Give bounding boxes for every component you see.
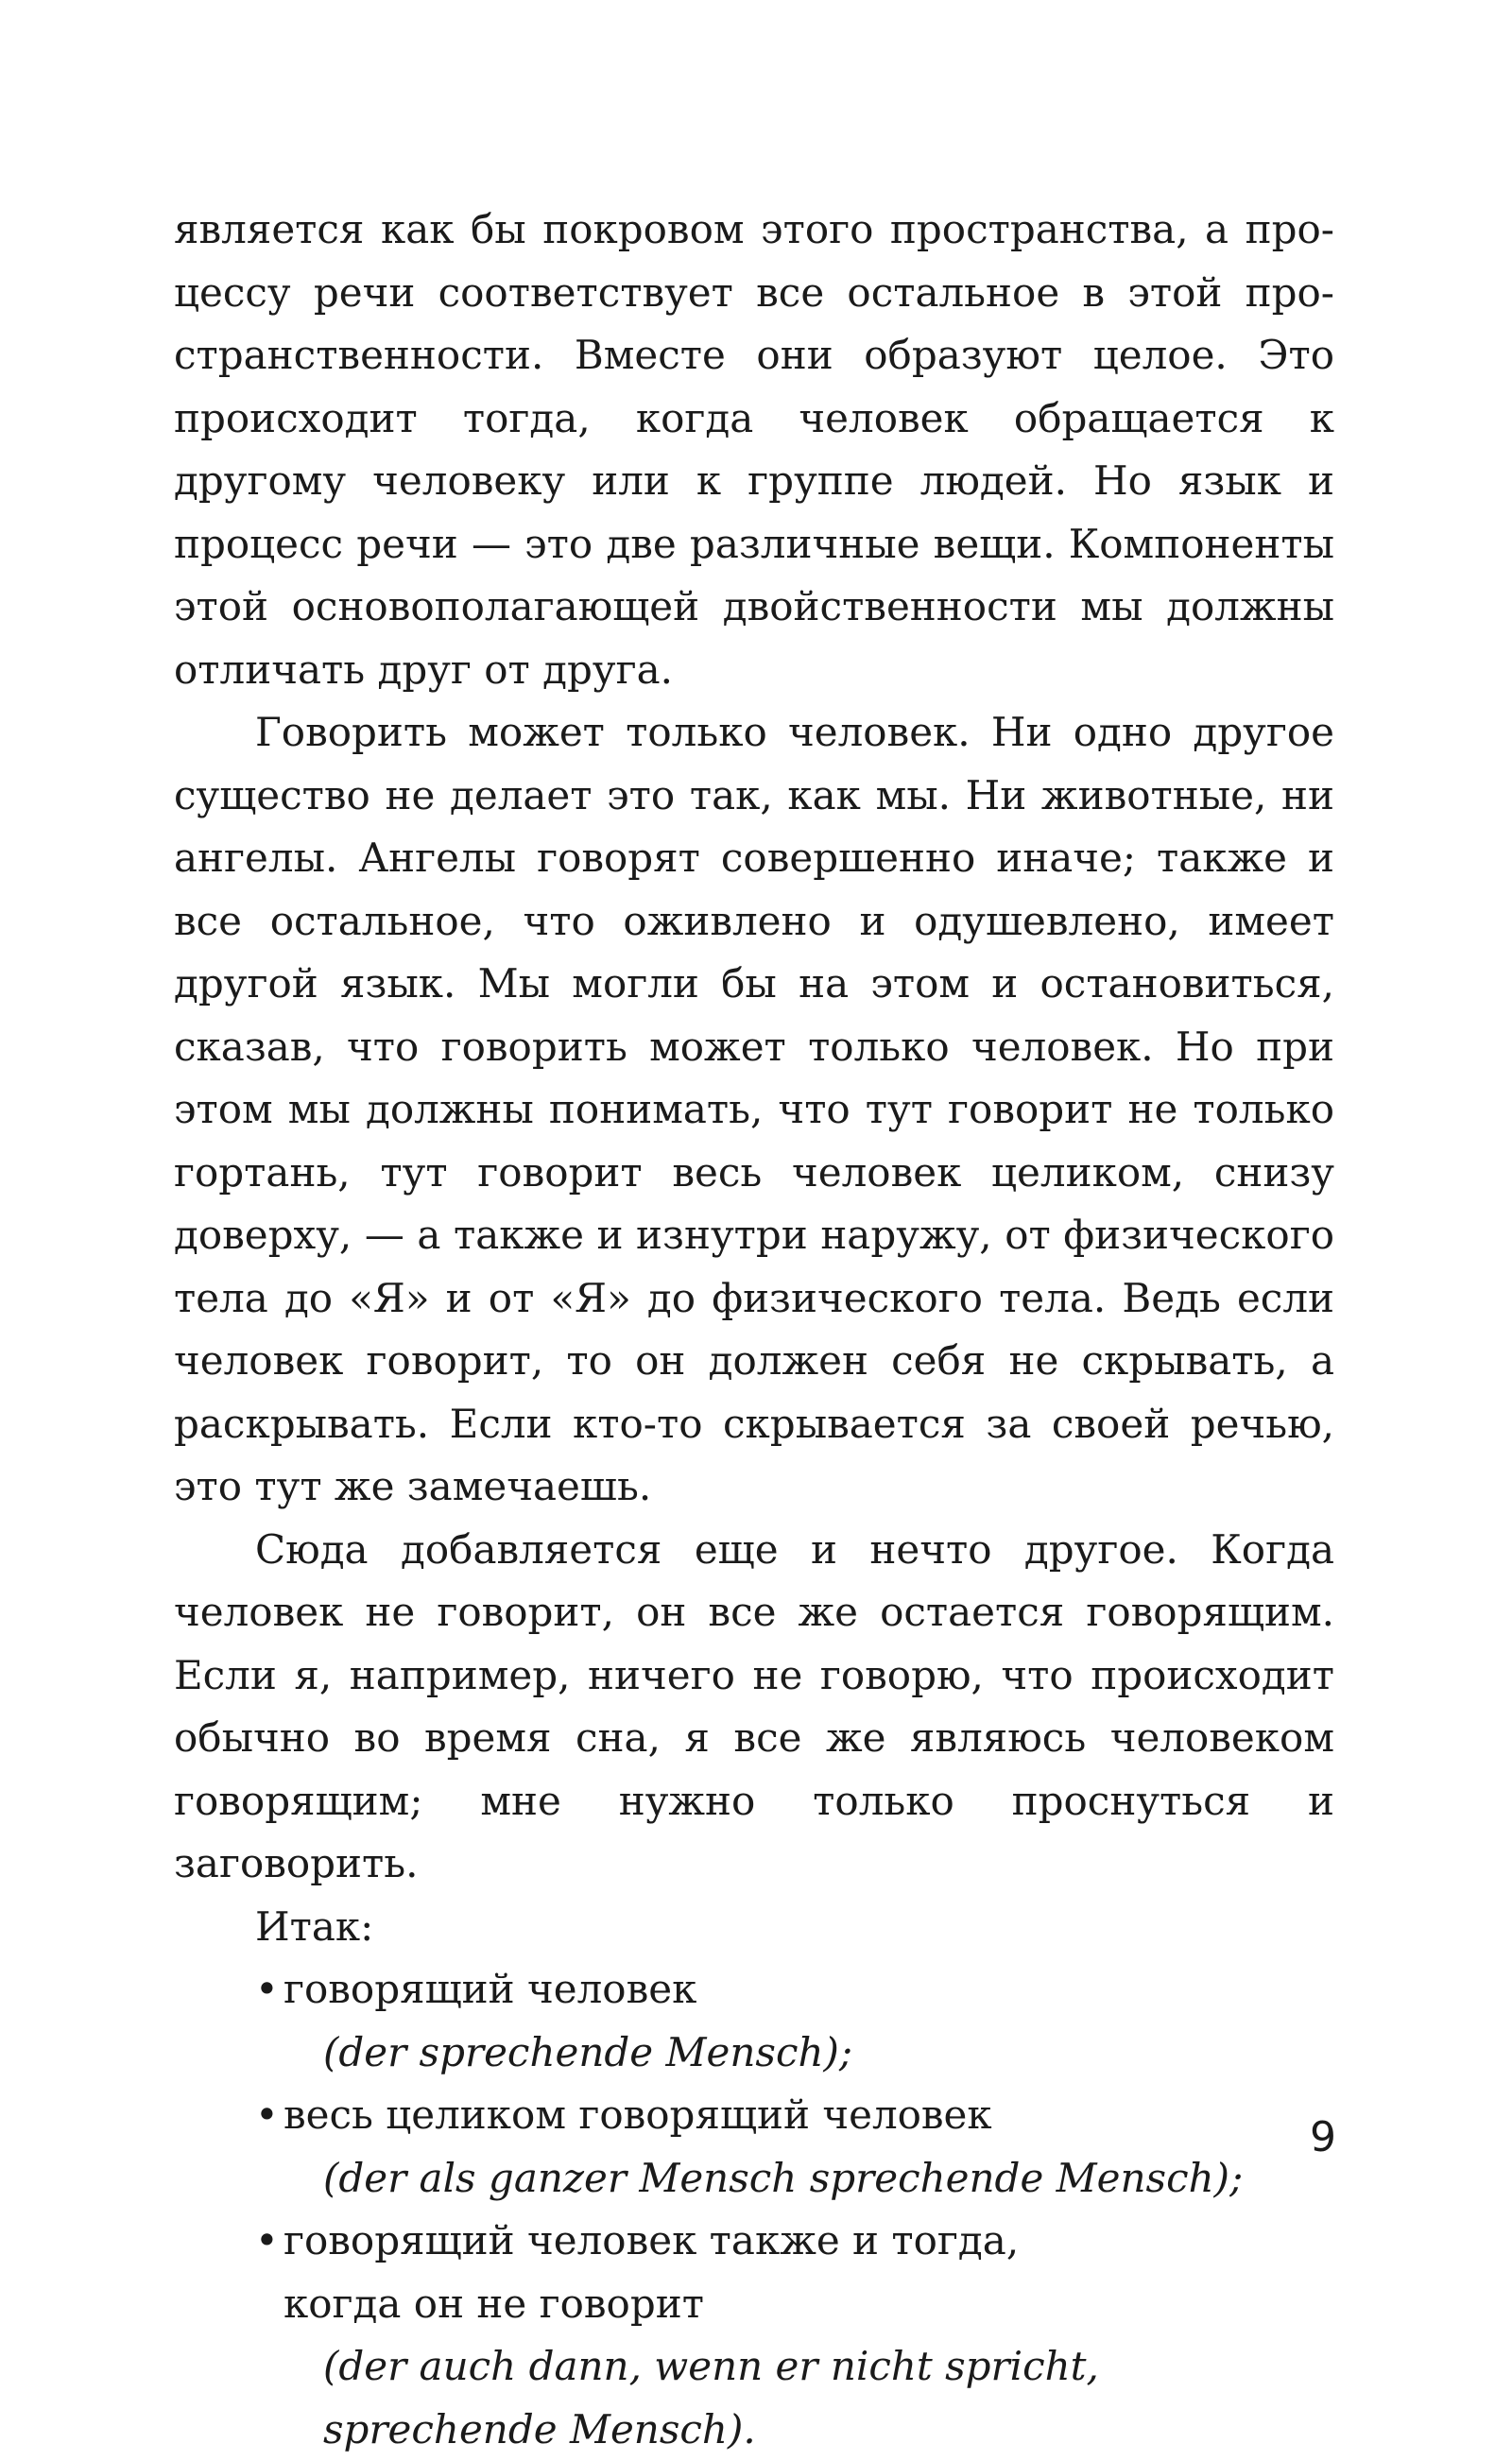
list-item	[255, 2084, 1334, 2210]
list-item	[255, 2210, 1334, 2461]
paragraph-1: является как бы покровом этого пространства, а процессу речи соответствует все остальное в этой пространственности. Вместе они образуют целое. Это происходит тогда, когда человек обращается к другому человеку или к группе людей. Но язык и процесс речи — это две различные вещи. Компоненты этой основополагающей двойственности мы должны отличать друг от друга.	[174, 198, 1334, 701]
list-intro: Итак:	[174, 1896, 1334, 1959]
list-item-text: говорящий человек также и тогда,	[284, 2217, 1019, 2263]
list-item-german-continued: sprechende Mensch).	[255, 2399, 1334, 2461]
list-item-german: (der sprechende Mensch);	[255, 2022, 1334, 2085]
list-item-german: (der auch dann, wenn er nicht spricht,	[255, 2335, 1334, 2399]
paragraph-2: Говорить может только человек. Ни одно другое существо не делает это так, как мы. Ни животные, ни ангелы. Ангелы говорят совершенно иначе; также и все остальное, что оживлено и одушевлено, имеет другой язык. Мы могли бы на этом и остановиться, сказав, что говорить может только человек. Но при этом мы должны понимать, что тут говорит не только гортань, тут говорит весь человек целиком, снизу доверху, — а также и изнутри наружу, от физического тела до «Я» и от «Я» до физического тела. Ведь если человек говорит, то он должен себя не скрывать, а раскрывать. Если кто-то скрывается за своей речью, это тут же замечаешь.	[174, 701, 1334, 1519]
bullet-icon: •	[255, 2210, 284, 2273]
body-text	[174, 198, 1334, 2461]
list-item	[255, 1958, 1334, 2084]
paragraph-3: Сюда добавляется еще и нечто другое. Когда человек не говорит, он все же остается говорящим. Если я, например, ничего не говорю, что происходит обычно во время сна, я все же являюсь человеком говорящим; мне нужно только проснуться и заговорить.	[174, 1519, 1334, 1896]
bullet-icon: •	[255, 2084, 284, 2147]
term-list	[174, 1958, 1334, 2461]
list-item-german: (der als ganzer Mensch sprechende Mensch);	[255, 2147, 1334, 2211]
list-item-text-continued: когда он не говорит	[255, 2273, 1334, 2336]
bullet-icon: •	[255, 1958, 284, 2022]
list-item-text: весь целиком говорящий человек	[284, 2091, 992, 2138]
page-number: 9	[1280, 2109, 1336, 2166]
list-item-text: говорящий человек	[284, 1966, 696, 2012]
